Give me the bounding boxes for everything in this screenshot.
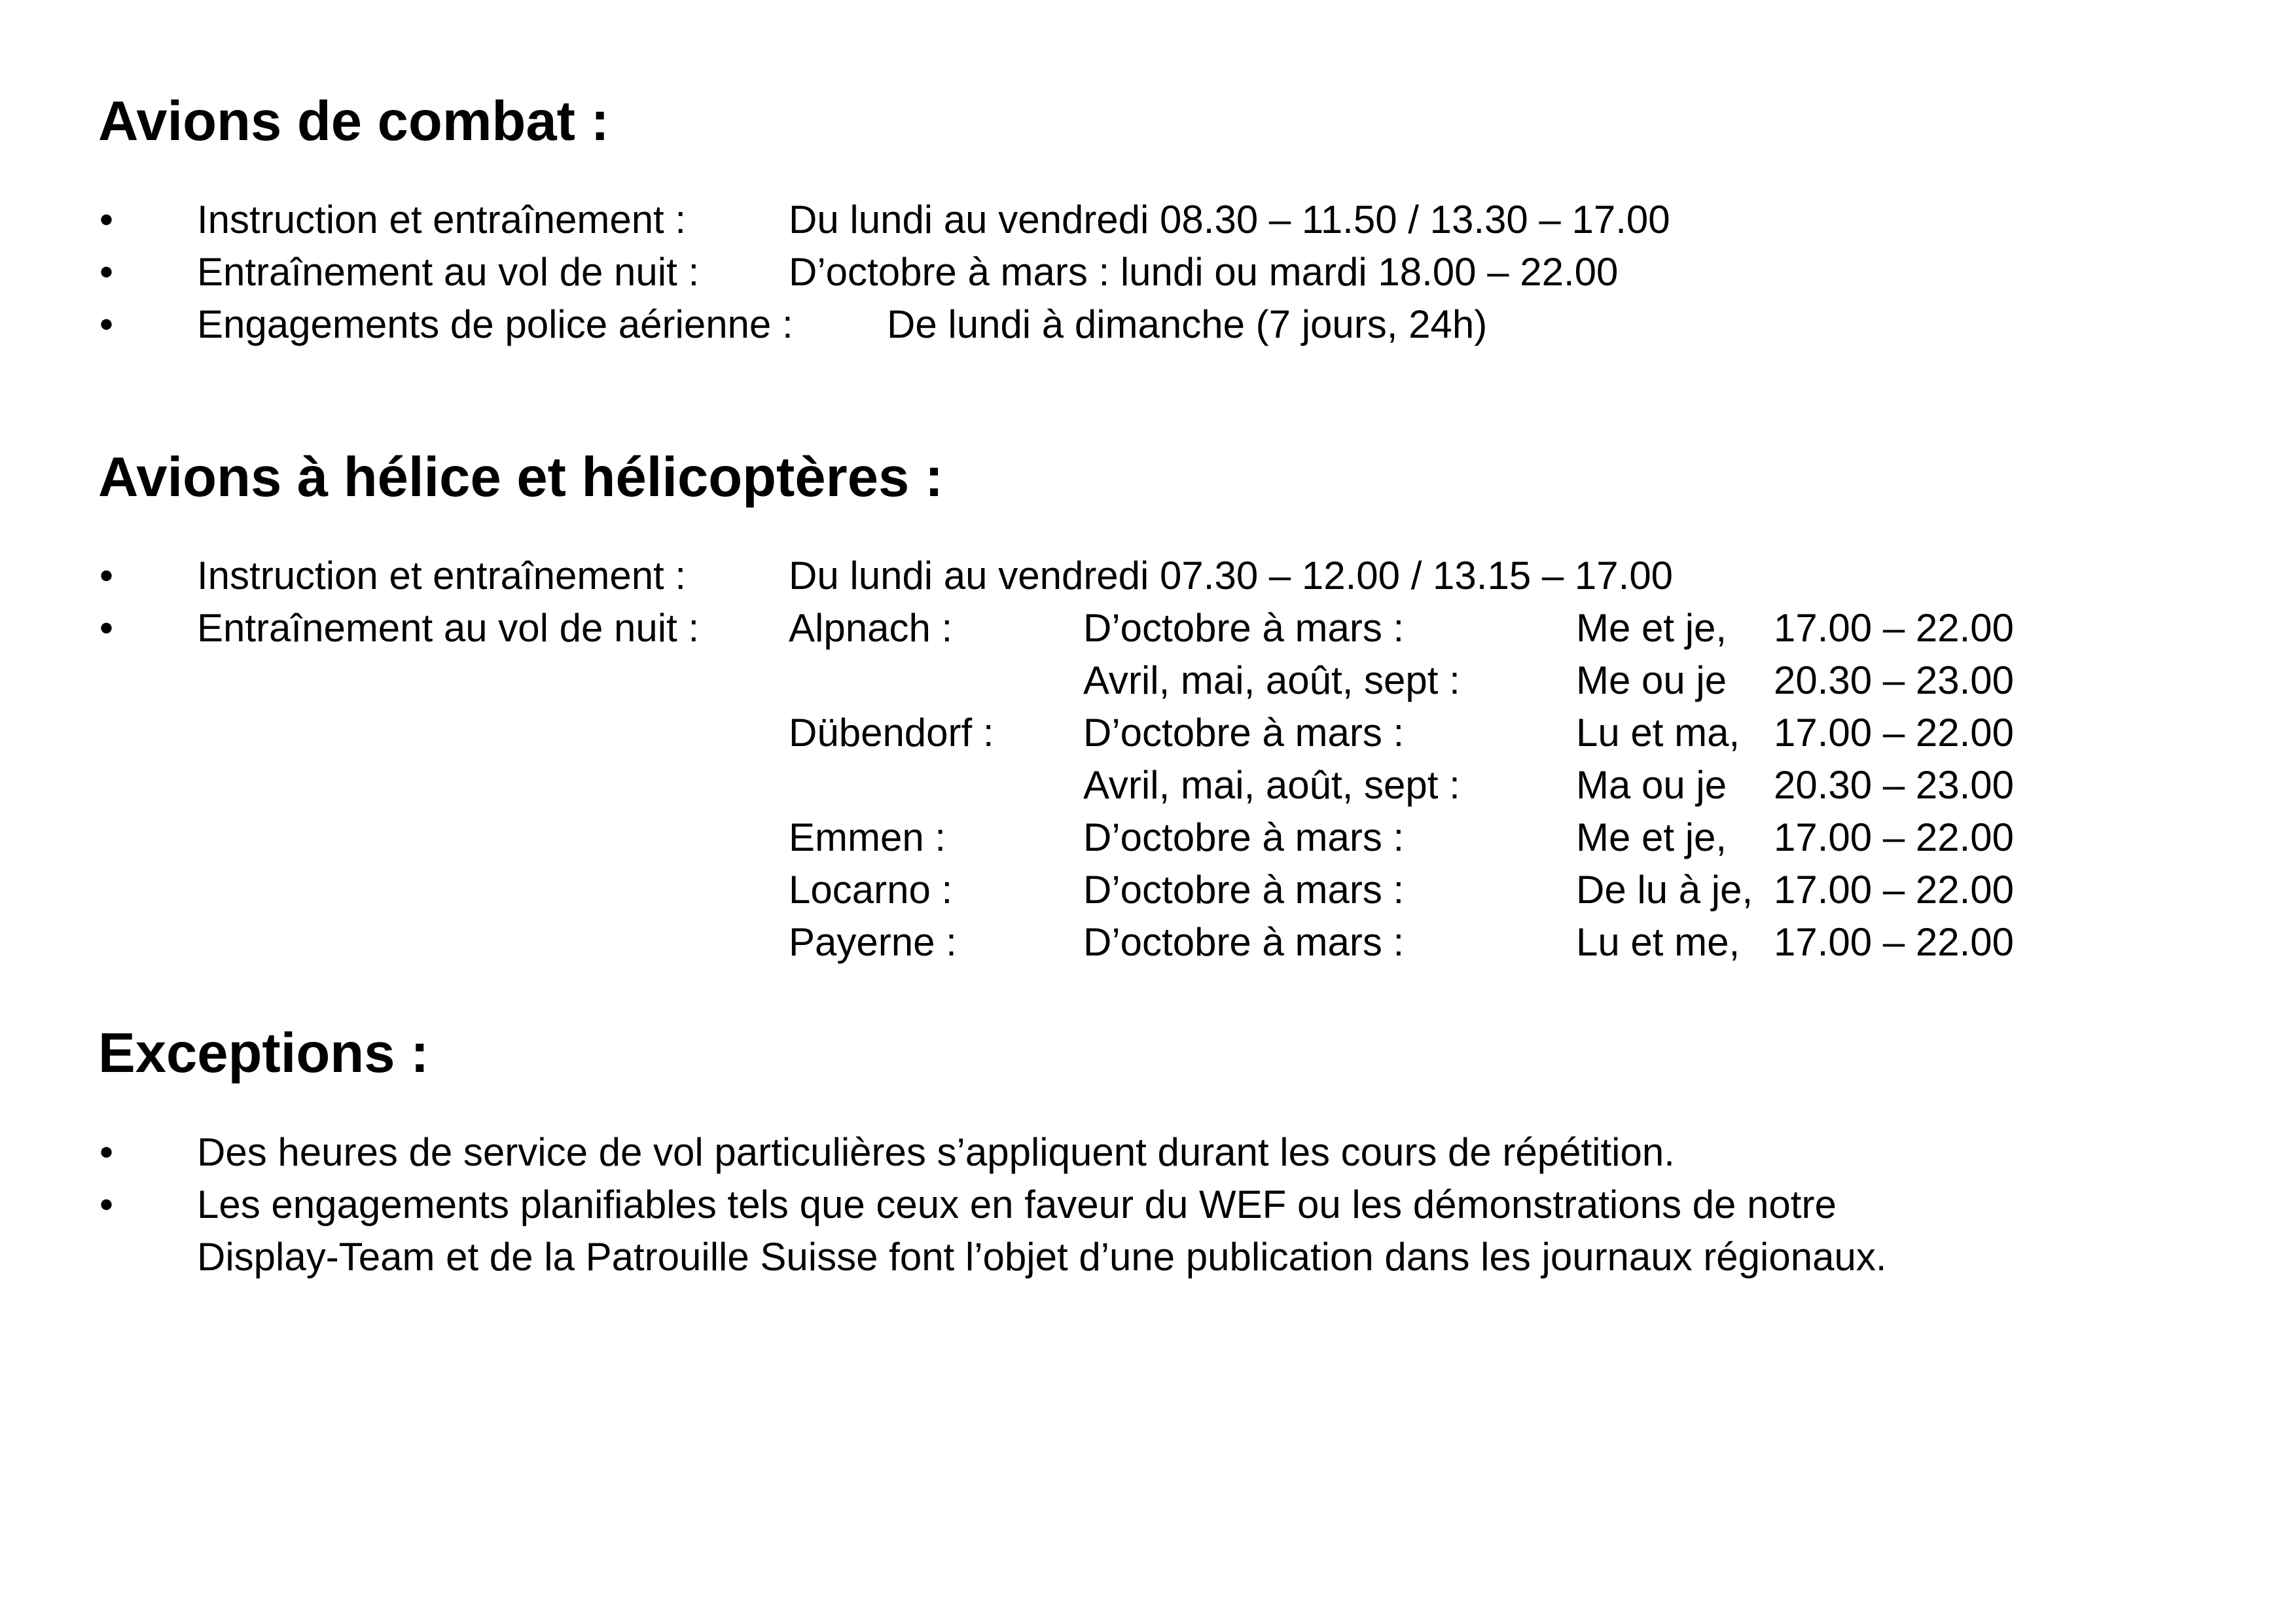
heading-avions-de-combat: Avions de combat : (98, 90, 609, 152)
helice-instruction-value: Du lundi au vendredi 07.30 – 12.00 / 13.15 – 17.00 (789, 554, 1674, 597)
night-base: Alpnach : (789, 606, 953, 650)
exception-item-1: Des heures de service de vol particulières s’appliquent durant les cours de répétition. (197, 1130, 1675, 1174)
bullet-icon: • (99, 302, 114, 346)
heading-exceptions: Exceptions : (98, 1022, 429, 1084)
night-time: 17.00 – 22.00 (1774, 606, 2015, 650)
combat-night-label: Entraînement au vol de nuit : (197, 250, 700, 294)
night-period: Avril, mai, août, sept : (1083, 763, 1460, 807)
night-time: 17.00 – 22.00 (1774, 711, 2015, 755)
night-base: Dübendorf : (789, 711, 994, 755)
combat-police-value: De lundi à dimanche (7 jours, 24h) (887, 302, 1488, 346)
night-time: 17.00 – 22.00 (1774, 920, 2015, 964)
night-days: De lu à je, (1576, 868, 1753, 912)
combat-instruction-value: Du lundi au vendredi 08.30 – 11.50 / 13.30 – 17.00 (789, 198, 1670, 241)
bullet-icon: • (99, 554, 114, 597)
night-days: Me et je, (1576, 815, 1727, 859)
night-days: Me et je, (1576, 606, 1727, 650)
bullet-icon: • (99, 606, 114, 650)
bullet-icon: • (99, 1183, 114, 1226)
combat-instruction-label: Instruction et entraînement : (197, 198, 687, 241)
night-days: Me ou je (1576, 658, 1727, 702)
night-days: Lu et ma, (1576, 711, 1740, 755)
bullet-icon: • (99, 1130, 114, 1174)
night-time: 20.30 – 23.00 (1774, 658, 2015, 702)
bullet-icon: • (99, 250, 114, 294)
night-time: 20.30 – 23.00 (1774, 763, 2015, 807)
night-period: D’octobre à mars : (1083, 815, 1405, 859)
night-period: D’octobre à mars : (1083, 606, 1405, 650)
bullet-icon: • (99, 198, 114, 241)
night-period: D’octobre à mars : (1083, 920, 1405, 964)
heading-avions-a-helice: Avions à hélice et hélicoptères : (98, 446, 944, 508)
combat-night-value: D’octobre à mars : lundi ou mardi 18.00 – 22.00 (789, 250, 1619, 294)
helice-night-label: Entraînement au vol de nuit : (197, 606, 700, 650)
night-base: Payerne : (789, 920, 957, 964)
night-base: Emmen : (789, 815, 946, 859)
night-period: Avril, mai, août, sept : (1083, 658, 1460, 702)
night-days: Ma ou je (1576, 763, 1727, 807)
exception-item-2-line-1: Les engagements planifiables tels que ceux en faveur du WEF ou les démonstrations de notre (197, 1183, 1837, 1226)
night-days: Lu et me, (1576, 920, 1740, 964)
night-time: 17.00 – 22.00 (1774, 868, 2015, 912)
night-period: D’octobre à mars : (1083, 711, 1405, 755)
night-period: D’octobre à mars : (1083, 868, 1405, 912)
combat-police-label: Engagements de police aérienne : (197, 302, 793, 346)
night-time: 17.00 – 22.00 (1774, 815, 2015, 859)
helice-instruction-label: Instruction et entraînement : (197, 554, 687, 597)
exception-item-2-line-2: Display-Team et de la Patrouille Suisse font l’objet d’une publication dans les journaux régionaux. (197, 1235, 1887, 1279)
night-base: Locarno : (789, 868, 953, 912)
